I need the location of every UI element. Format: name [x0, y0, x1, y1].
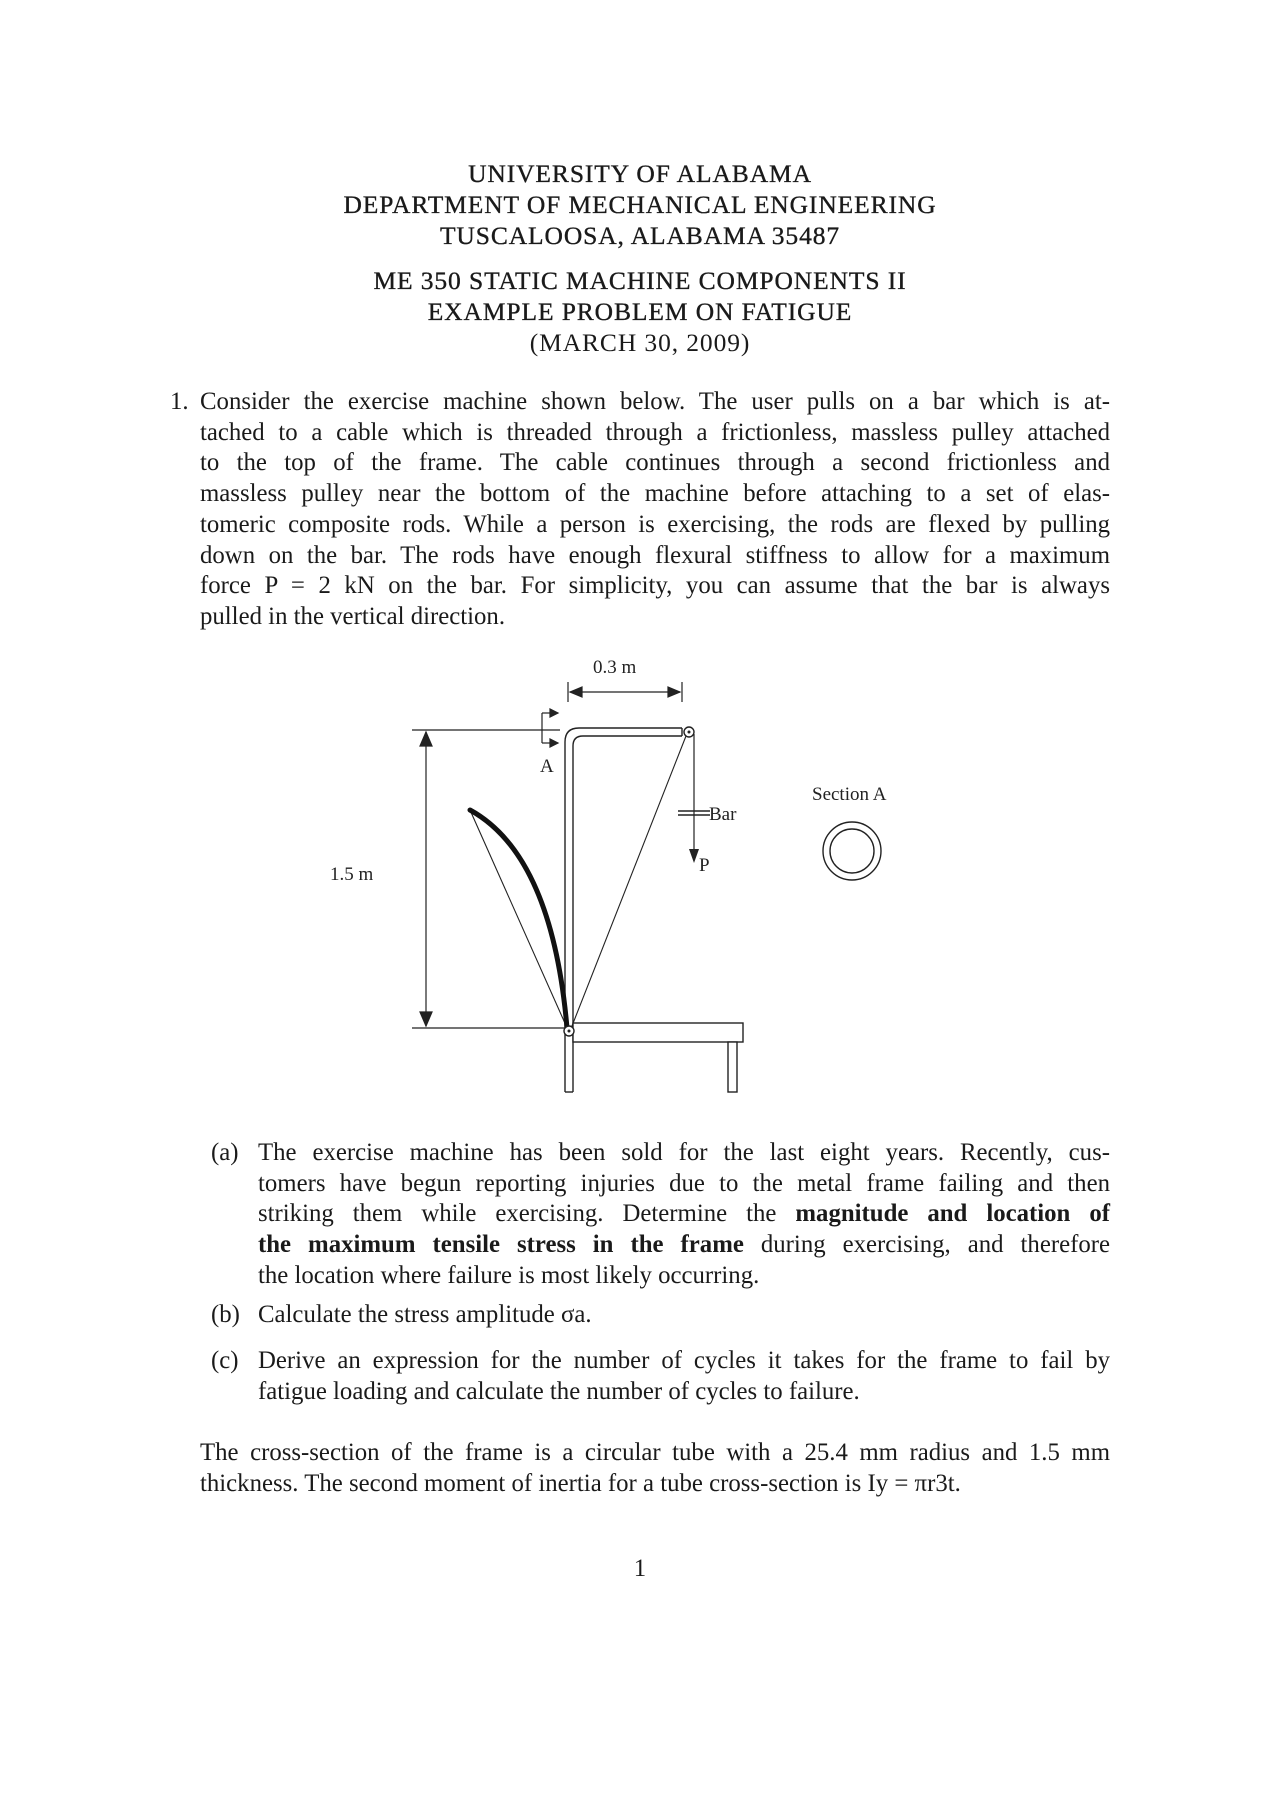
- problem-statement: [200, 387, 1110, 633]
- part-b-label: (b): [211, 1301, 240, 1328]
- cable-diagonal: [570, 736, 686, 1031]
- part-a-emphasis-2: the maximum tensile stress in the frame: [258, 1231, 744, 1259]
- page-number: 1: [633, 1555, 647, 1582]
- note-line: The cross-section of the frame is a circular tube with a 25.4 mm radius and 1.5 mm: [200, 1439, 1110, 1466]
- part-c-text: [258, 1346, 1110, 1407]
- bar-label: Bar: [709, 804, 737, 825]
- problem-line: force P = 2 kN on the bar. For simplicity, you can assume that the bar is always: [200, 572, 1110, 600]
- section-a-label: A: [540, 756, 554, 777]
- problem-line: to the top of the frame. The cable continues through a second frictionless and: [200, 449, 1110, 477]
- location-line: TUSCALOOSA, ALABAMA 35487: [439, 221, 841, 250]
- part-a-emphasis-1: magnitude and location of: [795, 1200, 1110, 1228]
- part-b-line: Calculate the stress amplitude σa.: [258, 1301, 592, 1328]
- problem-line: pulled in the vertical direction.: [200, 602, 506, 630]
- course-header: [0, 265, 1280, 358]
- part-a-line: the location where failure is most likely occurring.: [258, 1261, 760, 1289]
- section-cut-marker: [542, 709, 558, 747]
- frame: [565, 728, 743, 1092]
- institution-header: [0, 158, 1280, 251]
- dim-height-label: 1.5 m: [330, 864, 374, 885]
- date-line: (MARCH 30, 2009): [529, 328, 751, 357]
- part-b-text: [258, 1300, 1110, 1331]
- part-a-line: The exercise machine has been sold for the last eight years. Recently, cus-: [258, 1139, 1110, 1166]
- force-arrow: [689, 849, 699, 863]
- part-a-line: [258, 1230, 1110, 1261]
- cross-section-note: [200, 1438, 1110, 1499]
- cable-to-rod: [470, 810, 568, 1030]
- force-label: P: [699, 855, 710, 876]
- problem-line: Consider the exercise machine shown below. The user pulls on a bar which is at-: [200, 388, 1110, 415]
- part-a-line: [258, 1199, 1110, 1230]
- dim-width-label: 0.3 m: [593, 657, 637, 678]
- part-c-line: fatigue loading and calculate the number of cycles to failure.: [258, 1377, 860, 1405]
- part-a-label: (a): [211, 1139, 239, 1166]
- university-name: UNIVERSITY OF ALABAMA: [468, 159, 812, 188]
- dim-width-line: [568, 682, 682, 702]
- department-name: DEPARTMENT OF MECHANICAL ENGINEERING: [343, 190, 937, 219]
- problem-line: tomeric composite rods. While a person is exercising, the rods are flexed by pulling: [200, 510, 1110, 538]
- part-a-line-start: striking them while exercising. Determine the: [258, 1200, 777, 1228]
- tube-cross-section: [823, 822, 881, 880]
- part-a-line-end: during exercising, and therefore: [760, 1231, 1111, 1259]
- problem-line: massless pulley near the bottom of the machine before attaching to a set of elas-: [200, 480, 1110, 508]
- problem-line: tached to a cable which is threaded through a frictionless, massless pulley attached: [200, 418, 1110, 446]
- part-a-text: [258, 1138, 1110, 1292]
- problem-line: down on the bar. The rods have enough flexural stiffness to allow for a maximum: [200, 541, 1110, 569]
- note-line: thickness. The second moment of inertia for a tube cross-section is Iy = πr3t.: [200, 1469, 961, 1497]
- section-view-title: Section A: [812, 784, 887, 805]
- part-c-line: Derive an expression for the number of cycles it takes for the frame to fail by: [258, 1347, 1110, 1374]
- part-c-label: (c): [211, 1347, 239, 1374]
- course-title: ME 350 STATIC MACHINE COMPONENTS II: [373, 266, 907, 295]
- topic-title: EXAMPLE PROBLEM ON FATIGUE: [427, 297, 853, 326]
- bottom-pulley: [564, 1026, 574, 1036]
- exercise-machine-diagram: [300, 650, 940, 1100]
- part-a-line: tomers have begun reporting injuries due to the metal frame failing and then: [258, 1169, 1110, 1197]
- problem-number: 1.: [170, 388, 189, 415]
- top-pulley: [684, 727, 694, 737]
